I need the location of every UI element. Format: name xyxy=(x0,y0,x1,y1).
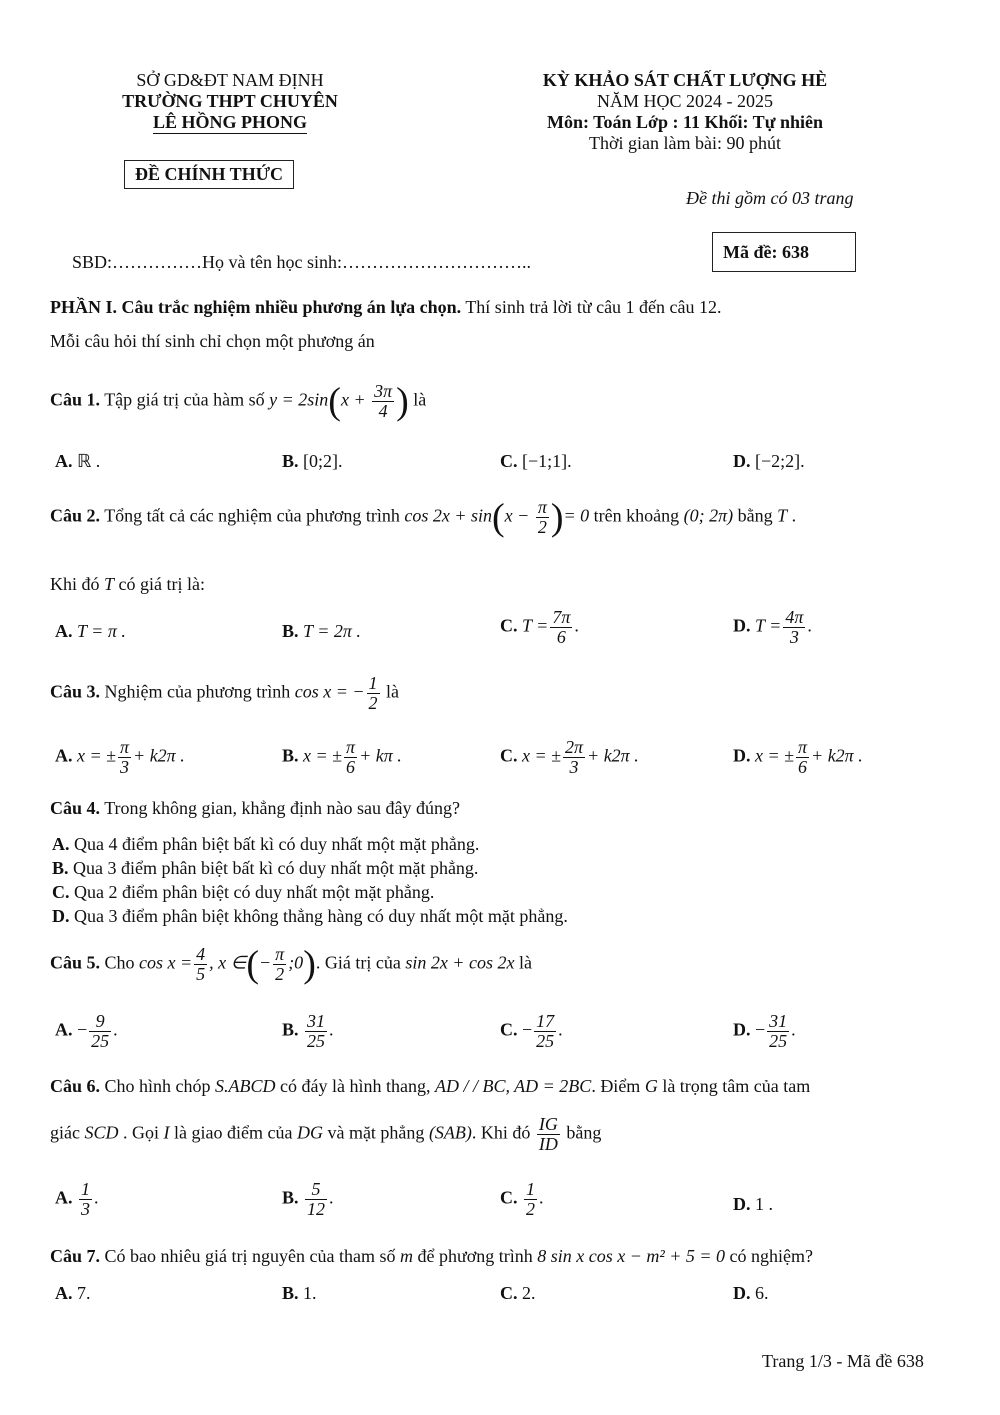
q1-option-d[interactable]: D. [−2;2]. xyxy=(733,451,805,471)
question-6: Câu 6. Cho hình chóp S.ABCD có đáy là hình thang, AD / / BC, AD = 2BC. Điểm G là trọng tâm của tam xyxy=(50,1076,811,1096)
q1-option-b[interactable]: B. [0;2]. xyxy=(282,451,343,471)
q6-option-d[interactable]: D. 1 . xyxy=(733,1194,773,1214)
time-limit: Thời gian làm bài: 90 phút xyxy=(589,133,781,153)
q3-option-d[interactable]: D. x = ± $\frac{\pi}{6}$ + k2π . xyxy=(733,737,863,777)
q7-option-a[interactable]: A. 7. xyxy=(55,1283,91,1303)
question-5: Câu 5. Cho cos x = $\frac{4}{5}$ , x ∈(− $\frac{\pi}{2}$ ;0). Giá trị của sin 2x + cos 2x là xyxy=(50,943,532,986)
q5-option-d[interactable]: D. − $\frac{31}{25}$ . xyxy=(733,1011,796,1051)
q4-option-a[interactable]: A. Qua 4 điểm phân biệt bất kì có duy nhất một mặt phẳng. xyxy=(52,834,480,854)
q3-option-a[interactable]: A. x = ± $\frac{\pi}{3}$ + k2π . xyxy=(55,737,185,777)
student-info-line: SBD:……………Họ và tên học sinh:………………………….. xyxy=(72,252,531,272)
q2-option-b[interactable]: B. T = 2π . xyxy=(282,621,361,641)
q7-option-d[interactable]: D. 6. xyxy=(733,1283,769,1303)
department-name: SỞ GD&ĐT NAM ĐỊNH xyxy=(136,70,324,90)
question-7: Câu 7. Có bao nhiêu giá trị nguyên của tham số m để phương trình 8 sin x cos x − m² + 5 = 0 có nghiệm? xyxy=(50,1246,814,1266)
part1-heading: PHẦN I. Câu trắc nghiệm nhiều phương án lựa chọn. Thí sinh trả lời từ câu 1 đến câu 12. xyxy=(50,297,722,317)
q6-option-b[interactable]: B. $\frac{5}{12}$ . xyxy=(282,1179,334,1219)
q4-option-b[interactable]: B. Qua 3 điểm phân biệt bất kì có duy nhất một mặt phẳng. xyxy=(52,858,479,878)
q2-option-a[interactable]: A. T = π . xyxy=(55,621,126,641)
q2-option-c[interactable]: C. T = $\frac{7\pi}{6}$ . xyxy=(500,607,579,647)
school-year: NĂM HỌC 2024 - 2025 xyxy=(596,91,773,111)
q1-option-c[interactable]: C. [−1;1]. xyxy=(500,451,572,471)
q7-option-c[interactable]: C. 2. xyxy=(500,1283,536,1303)
exam-title: KỲ KHẢO SÁT CHẤT LƯỢNG HÈ xyxy=(542,70,828,90)
pages-note: Đề thi gồm có 03 trang xyxy=(686,188,854,208)
q5-option-b[interactable]: B. $\frac{31}{25}$ . xyxy=(282,1011,334,1051)
part1-instruction: Mỗi câu hỏi thí sinh chỉ chọn một phương án xyxy=(50,331,375,351)
subject-line: Môn: Toán Lớp : 11 Khối: Tự nhiên xyxy=(546,112,824,132)
q3-option-b[interactable]: B. x = ± $\frac{\pi}{6}$ + kπ . xyxy=(282,737,402,777)
q2-line2: Khi đó T có giá trị là: xyxy=(50,574,205,594)
exam-code-box: Mã đề: 638 xyxy=(712,232,856,272)
q6-option-c[interactable]: C. $\frac{1}{2}$ . xyxy=(500,1179,544,1219)
header-right xyxy=(500,70,870,154)
question-2: Câu 2. Tổng tất cả các nghiệm của phương trình cos 2x + sin(x − $\frac{\pi}{2}$ )= 0 trên khoảng (0; 2π) bằng T . xyxy=(50,496,797,539)
header-left xyxy=(100,70,360,134)
question-4: Câu 4. Trong không gian, khẳng định nào sau đây đúng? xyxy=(50,798,460,818)
q5-option-a[interactable]: A. − $\frac{9}{25}$ . xyxy=(55,1011,118,1051)
question-3: Câu 3. Nghiệm của phương trình cos x = − $\frac{1}{2}$ là xyxy=(50,673,400,713)
q1-option-a[interactable]: A. ℝ . xyxy=(55,451,101,471)
school-name: TRƯỜNG THPT CHUYÊN xyxy=(122,91,338,111)
q2-option-d[interactable]: D. T = $\frac{4\pi}{3}$ . xyxy=(733,607,812,647)
q4-option-c[interactable]: C. Qua 2 điểm phân biệt có duy nhất một mặt phẳng. xyxy=(52,882,435,902)
question-1: Câu 1. Tập giá trị của hàm số y = 2sin(x + $\frac{3\pi}{4}$ ) là xyxy=(50,380,427,423)
school-name-2: LÊ HỒNG PHONG xyxy=(152,112,307,132)
q4-option-d[interactable]: D. Qua 3 điểm phân biệt không thẳng hàng có duy nhất một mặt phẳng. xyxy=(52,906,568,926)
q3-option-c[interactable]: C. x = ± $\frac{2\pi}{3}$ + k2π . xyxy=(500,737,639,777)
q5-option-c[interactable]: C. − $\frac{17}{25}$ . xyxy=(500,1011,563,1051)
q7-option-b[interactable]: B. 1. xyxy=(282,1283,317,1303)
q6-line2: giác SCD . Gọi I là giao điểm của DG và mặt phẳng (SAB). Khi đó $\frac{IG}{ID}$ bằng xyxy=(50,1114,602,1154)
page-footer: Trang 1/3 - Mã đề 638 xyxy=(762,1351,924,1371)
official-exam-badge: ĐỀ CHÍNH THỨC xyxy=(124,160,294,189)
q6-option-a[interactable]: A. $\frac{1}{3}$ . xyxy=(55,1179,99,1219)
